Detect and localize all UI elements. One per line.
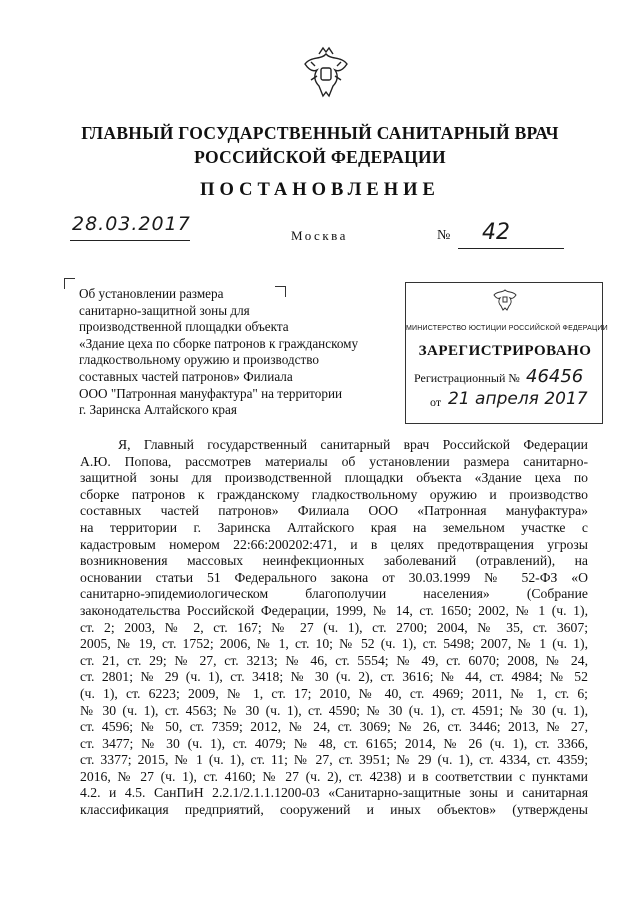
- number-underline: [458, 248, 564, 249]
- authority-subtitle: РОССИЙСКОЙ ФЕДЕРАЦИИ: [194, 147, 446, 167]
- subject-line: г. Заринска Алтайского края: [79, 402, 237, 418]
- body-line: ст. 21, ст. 29; № 27, ст. 3213; № 46, ст. 5554; № 49, ст. 6070; 2008, № 24,: [80, 652, 588, 668]
- number-label: №: [437, 228, 451, 243]
- body-line: составных частей патронов» Филиала ООО «Патронная мануфактура»: [80, 503, 588, 519]
- document-body: [80, 437, 588, 819]
- subject-line: составных частей патронов» Филиала: [79, 368, 293, 384]
- stamp-reg-label: Регистрационный №: [414, 371, 520, 385]
- document-type: ПОСТАНОВЛЕНИЕ: [200, 180, 440, 200]
- body-line: санитарно-эпидемиологическом благополучии населения» (Собрание: [80, 586, 588, 602]
- body-line: № 30 (ч. 1), ст. 4563; № 30 (ч. 1), ст. 4590; № 30 (ч. 1), ст. 4591; № 30 (ч. 1),: [80, 702, 588, 718]
- stamp-registered: ЗАРЕГИСТРИРОВАНО: [418, 343, 592, 359]
- body-line: сборке патронов к гражданскому гладкоствольному оружию и производство: [80, 486, 588, 502]
- date-underline: [70, 240, 190, 241]
- body-line: ст. 4596; № 50, ст. 7359; 2012, № 24, ст. 3069; № 26, ст. 3446; 2013, № 27,: [80, 719, 588, 735]
- body-line: возникновения массовых неинфекционных заболеваний (отравлений), на: [80, 553, 588, 569]
- stamp-reg-number: 46456: [526, 366, 584, 387]
- subject-line: ООО "Патронная мануфактура" на территории: [79, 385, 343, 401]
- document-number: 42: [482, 220, 510, 245]
- stamp-from-label: от: [430, 395, 442, 409]
- body-line: ст. 3377; 2015, № 1 (ч. 1), ст. 11; № 27, ст. 3951; № 29 (ч. 1), ст. 4334, ст. 4359;: [80, 752, 588, 768]
- stamp-emblem-icon: [492, 286, 518, 312]
- document-date: 28.03.2017: [72, 213, 191, 235]
- body-line: основании статьи 51 Федерального закона от 30.03.1999 № 52-ФЗ «О: [80, 569, 588, 585]
- subject-line: производственной площадки объекта: [79, 319, 289, 335]
- body-line: законодательства Российской Федерации, 1999, № 14, ст. 1650; 2002, № 1 (ч. 1),: [80, 602, 588, 618]
- body-line: кадастровым номером 22:66:200202:471, и в целях предотвращения угрозы: [80, 536, 588, 552]
- authority-title: ГЛАВНЫЙ ГОСУДАРСТВЕННЫЙ САНИТАРНЫЙ ВРАЧ: [81, 123, 559, 143]
- registration-stamp: [405, 282, 608, 424]
- body-line: Я, Главный государственный санитарный врач Российской Федерации: [118, 437, 588, 452]
- document-city: Москва: [291, 228, 348, 243]
- body-line: ст. 2801; № 29 (ч. 1), ст. 3418; № 30 (ч. 2), ст. 3616; № 44, ст. 4984; № 52: [80, 669, 588, 685]
- stamp-from-date: 21 апреля 2017: [448, 389, 588, 409]
- body-line: А.Ю. Попова, рассмотрев материалы об установлении размера санитарно-: [80, 453, 588, 469]
- body-line: 4.2. и 4.5. СанПиН 2.2.1/2.1.1.1200-03 «Санитарно-защитные зоны и санитарная: [80, 785, 588, 801]
- document-subject: [79, 286, 409, 419]
- body-line: на территории г. Заринска Алтайского края на земельном участке с: [80, 519, 588, 535]
- subject-line: Об установлении размера: [79, 286, 224, 301]
- subject-line: «Здание цеха по сборке патронов к гражданскому: [79, 335, 359, 351]
- coat-of-arms-emblem: [297, 46, 355, 100]
- body-line: 2005, № 19, ст. 1752; 2006, № 1, ст. 10; № 52 (ч. 1), ст. 5498; 2007, № 1 (ч. 1),: [80, 636, 588, 652]
- stamp-ministry: МИНИСТЕРСТВО ЮСТИЦИИ РОССИЙСКОЙ ФЕДЕРАЦИИ: [406, 325, 608, 332]
- body-line: классификация предприятий, сооружений и иных объектов» (утверждены: [80, 802, 588, 818]
- subject-line: гладкоствольному оружию и производство: [79, 352, 319, 368]
- body-line: (ч. 1), ст. 6223; 2009, № 1, ст. 17; 2010, № 40, ст. 4969; 2011, № 1, ст. 6;: [80, 685, 588, 701]
- body-line: ст. 2; 2003, № 2, ст. 167; № 27 (ч. 1), ст. 2700; 2004, № 35, ст. 3607;: [80, 619, 588, 635]
- body-line: 2016, № 27 (ч. 1), ст. 4160; № 27 (ч. 2), ст. 4238) и в соответствии с пунктами: [80, 768, 588, 784]
- body-line: ст. 3477; № 30 (ч. 1), ст. 4079; № 48, ст. 6165; 2014, № 26 (ч. 1), ст. 3366,: [80, 735, 588, 751]
- subject-corner-left: [64, 278, 75, 289]
- body-line: защитной зоны для производственной площадки объекта «Здание цеха по: [80, 470, 588, 486]
- subject-line: санитарно-защитной зоны для: [79, 302, 250, 318]
